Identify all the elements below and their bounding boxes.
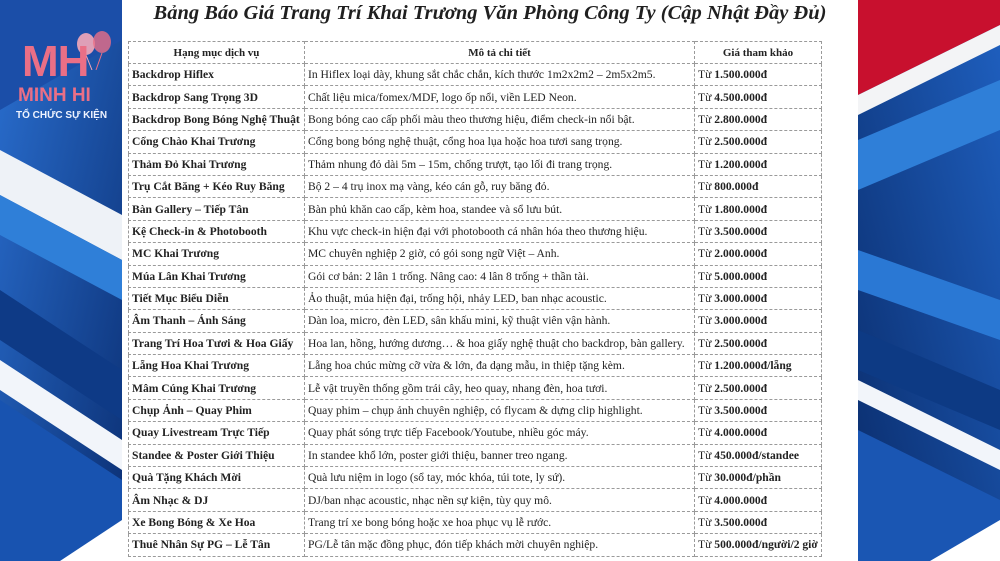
service-description: Quay phát sóng trực tiếp Facebook/Youtube, nhiều góc máy.: [305, 422, 695, 444]
service-price: [695, 534, 822, 556]
price-value: 3.500.000đ: [714, 404, 768, 418]
service-price: [695, 64, 822, 86]
service-price: [695, 243, 822, 265]
table-row: [129, 220, 822, 242]
service-name: MC Khai Trương: [129, 243, 305, 265]
table-row: [129, 243, 822, 265]
service-description: Bong bóng cao cấp phối màu theo thương hiệu, điểm check-in nổi bật.: [305, 108, 695, 130]
service-name: Cổng Chào Khai Trương: [129, 131, 305, 153]
service-name: Backdrop Sang Trọng 3D: [129, 86, 305, 108]
service-price: [695, 220, 822, 242]
service-description: Khu vực check-in hiện đại với photobooth cá nhân hóa theo thương hiệu.: [305, 220, 695, 242]
price-prefix: Từ: [698, 68, 712, 82]
table-row: [129, 108, 822, 130]
service-price: [695, 131, 822, 153]
service-price: [695, 332, 822, 354]
price-prefix: Từ: [698, 90, 712, 104]
table-row: [129, 131, 822, 153]
service-name: Xe Bong Bóng & Xe Hoa: [129, 511, 305, 533]
price-value: 1.200.000đ/lẵng: [714, 359, 792, 373]
service-description: Hoa lan, hồng, hướng dương… & hoa giấy nghệ thuật cho backdrop, bàn gallery.: [305, 332, 695, 354]
service-description: Ảo thuật, múa hiện đại, trống hội, nhảy LED, ban nhạc acoustic.: [305, 287, 695, 309]
table-row: [129, 175, 822, 197]
service-description: Bộ 2 – 4 trụ inox mạ vàng, kéo cán gỗ, ruy băng đỏ.: [305, 175, 695, 197]
logo-name: MINH HI: [18, 85, 91, 106]
service-description: Gói cơ bản: 2 lân 1 trống. Nâng cao: 4 lân 8 trống + thần tài.: [305, 265, 695, 287]
table-row: [129, 287, 822, 309]
service-description: Bàn phủ khăn cao cấp, kèm hoa, standee và sổ lưu bút.: [305, 198, 695, 220]
service-price: [695, 377, 822, 399]
service-price: [695, 489, 822, 511]
price-value: 3.000.000đ: [714, 314, 768, 328]
table-header-row: [129, 42, 822, 64]
price-value: 2.500.000đ: [714, 381, 768, 395]
table-row: [129, 64, 822, 86]
logo-tagline: TỔ CHỨC SỰ KIỆN: [16, 110, 108, 121]
service-name: Standee & Poster Giới Thiệu: [129, 444, 305, 466]
price-value: 1.500.000đ: [714, 68, 768, 82]
table-row: [129, 310, 822, 332]
price-value: 4.000.000đ: [714, 426, 768, 440]
service-description: Quay phim – chụp ảnh chuyên nghiệp, có flycam & dựng clip highlight.: [305, 399, 695, 421]
service-price: [695, 467, 822, 489]
service-name: Bàn Gallery – Tiếp Tân: [129, 198, 305, 220]
service-description: Lễ vật truyền thống gồm trái cây, heo quay, nhang đèn, hoa tươi.: [305, 377, 695, 399]
price-prefix: Từ: [698, 247, 712, 261]
table-row: [129, 489, 822, 511]
price-prefix: Từ: [698, 135, 712, 149]
service-price: [695, 86, 822, 108]
service-price: [695, 175, 822, 197]
service-description: DJ/ban nhạc acoustic, nhạc nền sự kiện, tùy quy mô.: [305, 489, 695, 511]
price-prefix: Từ: [698, 269, 712, 283]
price-prefix: Từ: [698, 336, 712, 350]
service-name: Quà Tặng Khách Mời: [129, 467, 305, 489]
table-row: [129, 467, 822, 489]
service-price: [695, 310, 822, 332]
service-price: [695, 153, 822, 175]
service-price: [695, 198, 822, 220]
price-value: 2.800.000đ: [714, 112, 768, 126]
price-prefix: Từ: [698, 404, 712, 418]
price-value: 500.000đ/người/2 giờ: [714, 538, 818, 552]
header-price: Giá tham khảo: [695, 42, 822, 64]
service-name: Tiết Mục Biểu Diễn: [129, 287, 305, 309]
service-name: Âm Thanh – Ánh Sáng: [129, 310, 305, 332]
price-value: 3.500.000đ: [714, 224, 768, 238]
price-value: 2.500.000đ: [714, 336, 768, 350]
service-name: Backdrop Bong Bóng Nghệ Thuật: [129, 108, 305, 130]
price-prefix: Từ: [698, 224, 712, 238]
price-value: 450.000đ/standee: [714, 448, 799, 462]
price-value: 4.500.000đ: [714, 90, 768, 104]
service-description: PG/Lễ tân mặc đồng phục, đón tiếp khách mời chuyên nghiệp.: [305, 534, 695, 556]
table-row: [129, 198, 822, 220]
price-value: 2.500.000đ: [714, 135, 768, 149]
table-row: [129, 355, 822, 377]
service-price: [695, 399, 822, 421]
price-prefix: Từ: [698, 471, 712, 485]
service-name: Thuê Nhân Sự PG – Lễ Tân: [129, 534, 305, 556]
service-name: Chụp Ảnh – Quay Phim: [129, 399, 305, 421]
service-price: [695, 511, 822, 533]
service-description: In Hiflex loại dày, khung sắt chắc chắn, kích thước 1m2x2m2 – 2m5x2m5.: [305, 64, 695, 86]
service-price: [695, 287, 822, 309]
service-name: Kệ Check-in & Photobooth: [129, 220, 305, 242]
price-prefix: Từ: [698, 112, 712, 126]
service-name: Trang Trí Hoa Tươi & Hoa Giấy: [129, 332, 305, 354]
service-name: Backdrop Hiflex: [129, 64, 305, 86]
price-value: 4.000.000đ: [714, 493, 768, 507]
price-value: 1.800.000đ: [714, 202, 768, 216]
table-row: [129, 332, 822, 354]
price-prefix: Từ: [698, 157, 712, 171]
service-description: Dàn loa, micro, đèn LED, sân khấu mini, kỹ thuật viên vận hành.: [305, 310, 695, 332]
table-row: [129, 153, 822, 175]
service-name: Múa Lân Khai Trương: [129, 265, 305, 287]
header-service: Hạng mục dịch vụ: [129, 42, 305, 64]
service-name: Âm Nhạc & DJ: [129, 489, 305, 511]
table-row: [129, 399, 822, 421]
price-value: 800.000đ: [714, 180, 759, 194]
service-price: [695, 108, 822, 130]
service-description: Cổng bong bóng nghệ thuật, cổng hoa lụa hoặc hoa tươi sang trọng.: [305, 131, 695, 153]
service-price: [695, 355, 822, 377]
service-description: Chất liệu mica/fomex/MDF, logo ốp nổi, viền LED Neon.: [305, 86, 695, 108]
table-row: [129, 265, 822, 287]
price-value: 30.000đ/phần: [714, 471, 781, 485]
price-prefix: Từ: [698, 493, 712, 507]
price-prefix: Từ: [698, 314, 712, 328]
service-description: Trang trí xe bong bóng hoặc xe hoa phục vụ lễ rước.: [305, 511, 695, 533]
price-prefix: Từ: [698, 426, 712, 440]
service-name: Lẵng Hoa Khai Trương: [129, 355, 305, 377]
price-sheet: [122, 0, 858, 561]
service-description: MC chuyên nghiệp 2 giờ, có gói song ngữ Việt – Anh.: [305, 243, 695, 265]
service-description: In standee khổ lớn, poster giới thiệu, banner treo ngang.: [305, 444, 695, 466]
price-prefix: Từ: [698, 359, 712, 373]
service-price: [695, 422, 822, 444]
price-prefix: Từ: [698, 292, 712, 306]
service-description: Lẵng hoa chúc mừng cỡ vừa & lớn, đa dạng mẫu, in thiệp tặng kèm.: [305, 355, 695, 377]
table-body: [129, 64, 822, 557]
header-description: Mô tả chi tiết: [305, 42, 695, 64]
price-value: 1.200.000đ: [714, 157, 768, 171]
table-row: [129, 444, 822, 466]
table-row: [129, 511, 822, 533]
table-row: [129, 422, 822, 444]
table-row: [129, 377, 822, 399]
price-value: 2.000.000đ: [714, 247, 768, 261]
price-prefix: Từ: [698, 381, 712, 395]
brand-logo: [10, 38, 122, 130]
price-prefix: Từ: [698, 538, 712, 552]
price-prefix: Từ: [698, 448, 712, 462]
service-name: Quay Livestream Trực Tiếp: [129, 422, 305, 444]
price-prefix: Từ: [698, 180, 712, 194]
service-name: Thảm Đỏ Khai Trương: [129, 153, 305, 175]
price-table: [128, 41, 822, 557]
service-name: Trụ Cắt Băng + Kéo Ruy Băng: [129, 175, 305, 197]
table-row: [129, 534, 822, 556]
table-row: [129, 86, 822, 108]
price-value: 3.000.000đ: [714, 292, 768, 306]
page-title: Bảng Báo Giá Trang Trí Khai Trương Văn Phòng Công Ty (Cập Nhật Đầy Đủ): [153, 2, 827, 24]
service-description: Quà lưu niệm in logo (sổ tay, móc khóa, túi tote, ly sứ).: [305, 467, 695, 489]
price-value: 3.500.000đ: [714, 516, 768, 529]
logo-mark: MH: [22, 37, 89, 86]
service-price: [695, 265, 822, 287]
price-prefix: Từ: [698, 516, 712, 529]
service-name: Mâm Cúng Khai Trương: [129, 377, 305, 399]
service-price: [695, 444, 822, 466]
price-prefix: Từ: [698, 202, 712, 216]
service-description: Thảm nhung đỏ dài 5m – 15m, chống trượt, tạo lối đi trang trọng.: [305, 153, 695, 175]
price-value: 5.000.000đ: [714, 269, 768, 283]
